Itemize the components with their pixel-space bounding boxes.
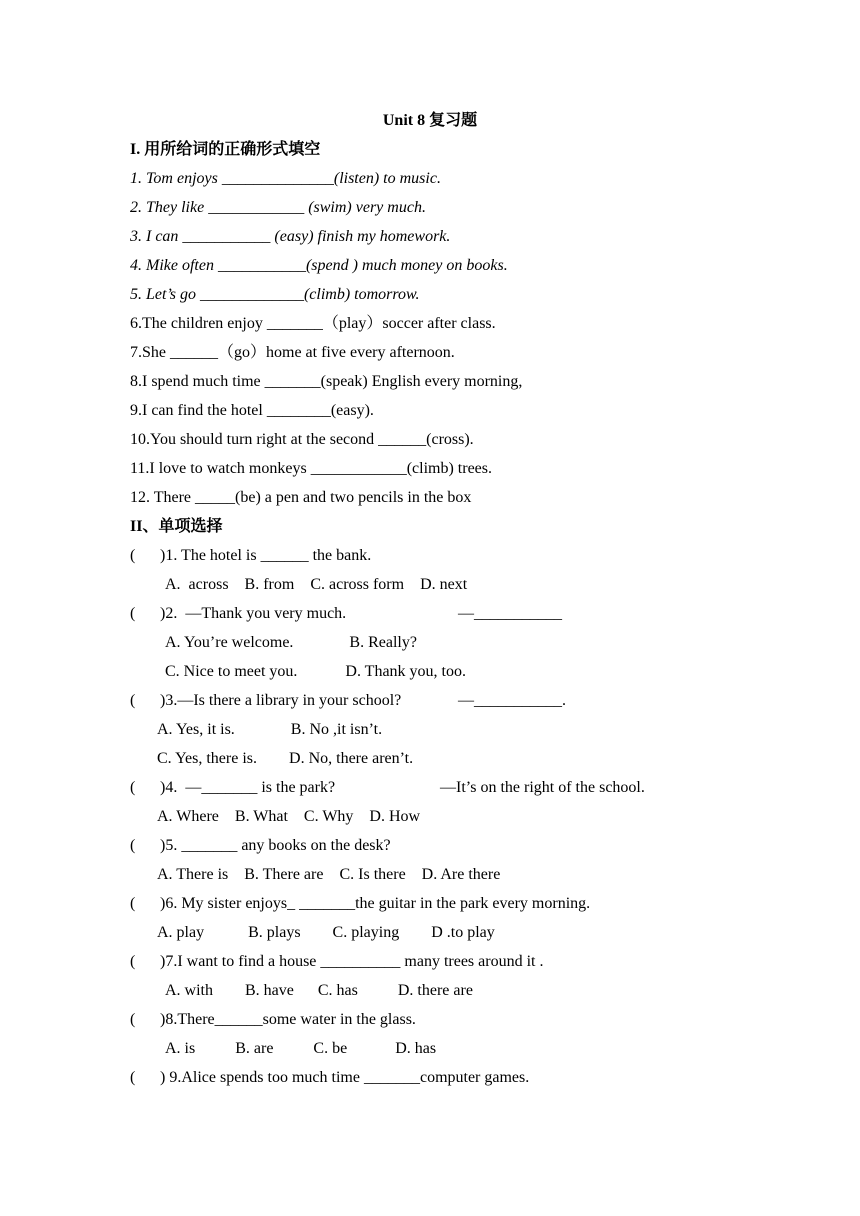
question-9 — [130, 1067, 529, 1089]
question-4 — [130, 777, 335, 799]
question-8-options: A. is B. are C. be D. has — [165, 1040, 437, 1057]
question-stem: )2. —Thank you very much. — [160, 605, 347, 622]
section-1-heading: I. 用所给词的正确形式填空 — [130, 141, 321, 158]
fill-item-2: 2. They like ____________ (swim) very much. — [130, 199, 426, 216]
answer-paren: ( — [130, 1069, 136, 1086]
question-3-reply: —___________. — [458, 692, 566, 709]
fill-item-8: 8.I spend much time _______(speak) English every morning, — [130, 373, 523, 390]
question-3-options-row-1: A. Yes, it is. B. No ,it isn’t. — [157, 721, 383, 738]
fill-item-5: 5. Let’s go _____________(climb) tomorrow. — [130, 286, 420, 303]
question-3 — [130, 690, 401, 712]
question-2-reply: —___________ — [458, 605, 562, 622]
fill-item-12: 12. There _____(be) a pen and two pencils in the box — [130, 489, 472, 506]
answer-paren: ( — [130, 837, 136, 854]
question-7 — [130, 951, 543, 973]
question-5-options: A. There is B. There are C. Is there D. Are there — [157, 866, 501, 883]
answer-paren: ( — [130, 779, 136, 796]
question-stem: )8.There______some water in the glass. — [160, 1011, 416, 1028]
question-stem: )4. —_______ is the park? — [160, 779, 336, 796]
fill-item-4: 4. Mike often ___________(spend ) much money on books. — [130, 257, 508, 274]
answer-paren: ( — [130, 1011, 136, 1028]
question-7-options: A. with B. have C. has D. there are — [165, 982, 473, 999]
question-stem: )7.I want to find a house __________ many trees around it . — [160, 953, 544, 970]
fill-item-7: 7.She ______（go）home at five every afternoon. — [130, 344, 455, 361]
question-1-options: A. across B. from C. across form D. next — [165, 576, 468, 593]
question-8 — [130, 1009, 416, 1031]
fill-item-10: 10.You should turn right at the second ______(cross). — [130, 431, 474, 448]
question-4-reply: —It’s on the right of the school. — [440, 779, 645, 796]
question-1 — [130, 545, 371, 567]
question-stem: )6. My sister enjoys_ _______the guitar in the park every morning. — [160, 895, 591, 912]
fill-item-1: 1. Tom enjoys ______________(listen) to music. — [130, 170, 441, 187]
question-2 — [130, 603, 346, 625]
answer-paren: ( — [130, 692, 136, 709]
question-stem: )3.—Is there a library in your school? — [160, 692, 402, 709]
question-5 — [130, 835, 391, 857]
answer-paren: ( — [130, 547, 136, 564]
question-3-options-row-2: C. Yes, there is. D. No, there aren’t. — [157, 750, 414, 767]
fill-item-6: 6.The children enjoy _______（play）soccer after class. — [130, 315, 496, 332]
answer-paren: ( — [130, 895, 136, 912]
question-6 — [130, 893, 590, 915]
fill-item-9: 9.I can find the hotel ________(easy). — [130, 402, 374, 419]
page-title: Unit 8 复习题 — [382, 112, 478, 129]
question-6-options: A. play B. plays C. playing D .to play — [157, 924, 495, 941]
fill-item-11: 11.I love to watch monkeys ____________(climb) trees. — [130, 460, 492, 477]
question-4-options: A. Where B. What C. Why D. How — [157, 808, 421, 825]
answer-paren: ( — [130, 605, 136, 622]
question-stem: ) 9.Alice spends too much time _______computer games. — [160, 1069, 530, 1086]
question-stem: )5. _______ any books on the desk? — [160, 837, 391, 854]
answer-paren: ( — [130, 953, 136, 970]
fill-item-3: 3. I can ___________ (easy) finish my homework. — [130, 228, 451, 245]
question-2-options-row-1: A. You’re welcome. B. Really? — [165, 634, 417, 651]
section-2-heading: II、单项选择 — [130, 518, 223, 535]
question-stem: )1. The hotel is ______ the bank. — [160, 547, 372, 564]
question-2-options-row-2: C. Nice to meet you. D. Thank you, too. — [165, 663, 466, 680]
